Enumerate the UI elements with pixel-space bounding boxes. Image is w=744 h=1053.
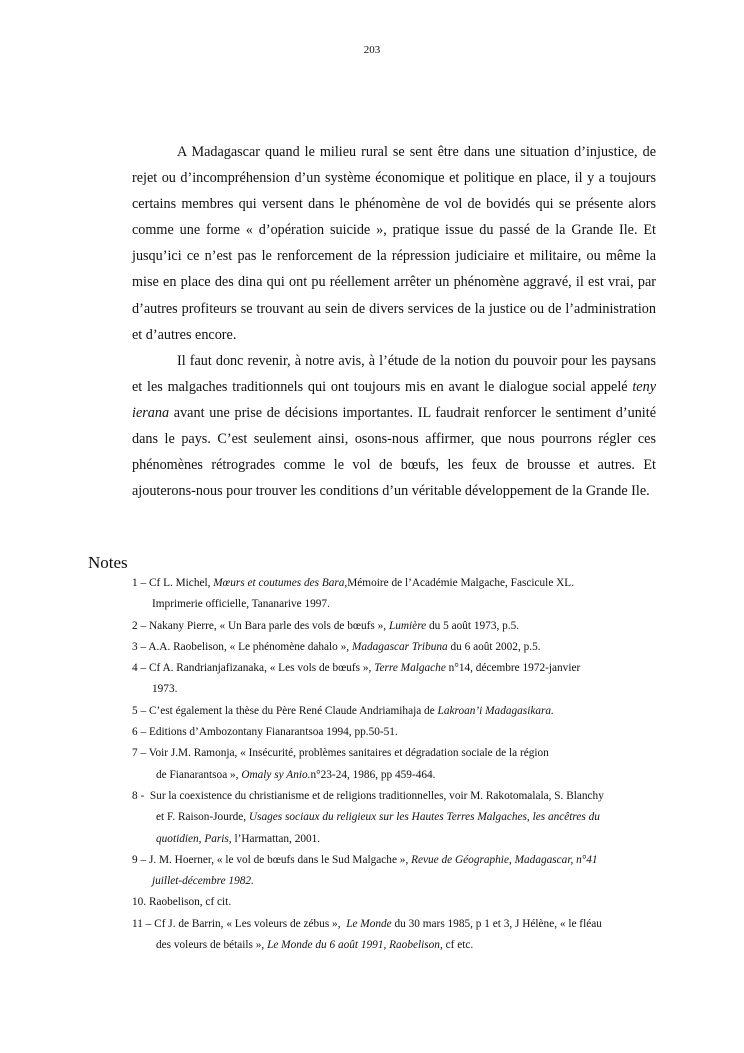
note-item: 1 – Cf L. Michel, Mœurs et coutumes des Bara,Mémoire de l’Académie Malgache, Fascicule XL. Imprimerie officielle, Tananarive 1997. xyxy=(132,577,575,611)
note-item: 5 – C’est également la thèse du Père René Claude Andriamihaja de Lakroan’i Madagasikara. xyxy=(132,704,554,717)
note-item: 3 – A.A. Raobelison, « Le phénomène dahalo », Madagascar Tribuna du 6 août 2002, p.5. xyxy=(132,640,541,653)
notes-heading: Notes xyxy=(88,553,128,572)
page-number: 203 xyxy=(363,44,381,56)
note-item: 11 – Cf J. de Barrin, « Les voleurs de zébus », Le Monde du 30 mars 1985, p 1 et 3, J Hélène, « le fléau des voleurs de bétails », Le Monde du 6 août 1991, Raobelison, cf etc. xyxy=(132,917,602,952)
notes-list xyxy=(132,573,672,956)
paragraph: A Madagascar quand le milieu rural se sent être dans une situation d’injustice, de rejet ou d’incompréhension d’un système économique et politique en place, il y a toujours certains membres qui versent dans le phénomène de vol de bovidés qui se présente alors comme une forme « d’opération suicide », pratique issue du passé de la Grande Ile. Et jusqu’ici ce n’est pas le renforcement de la répression judiciaire et militaire, ou même la mise en place des dina qui ont pu réellement arrêter un phénomène aggravé, il est vrai, par d’autres profiteurs se trouvant au sein de divers services de la justice ou de l’administration et d’autres encore. xyxy=(132,144,656,343)
note-item: 9 – J. M. Hoerner, « le vol de bœufs dans le Sud Malgache », Revue de Géographie, Madagascar, n°41 juillet-décembre 1982. xyxy=(132,853,598,888)
paragraph: Il faut donc revenir, à notre avis, à l’étude de la notion du pouvoir pour les paysans et les malgaches traditionnels qui ont toujours mis en avant le dialogue social appelé teny ierana avant une prise de décisions importantes. IL faudrait renforcer le sentiment d’unité dans le pays. C’est seulement ainsi, osons-nous affirmer, que nous pourrons régler ces phénomènes rétrogrades comme le vol de bœufs, les feux de brousse et autres. Et ajouterons-nous pour trouver les conditions d’un véritable développement de la Grande Ile. xyxy=(132,352,656,500)
body-text xyxy=(132,139,656,504)
note-item: 2 – Nakany Pierre, « Un Bara parle des vols de bœufs », Lumière du 5 août 1973, p.5. xyxy=(132,619,520,632)
note-item: 4 – Cf A. Randrianjafizanaka, « Les vols de bœufs », Terre Malgache n°14, décembre 1972-janvier 1973. xyxy=(132,662,581,696)
note-item: 8 - Sur la coexistence du christianisme et de religions traditionnelles, voir M. Rakotomalala, S. Blanchy et F. Raison-Jourde, Usages sociaux du religieux sur les Hautes Terres Malgaches, les ancêtres du quotidien, Paris, l’Harmattan, 2001. xyxy=(132,789,604,845)
note-item: 10. Raobelison, cf cit. xyxy=(132,896,232,909)
italic-term: teny ierana xyxy=(132,378,656,421)
note-item: 7 – Voir J.M. Ramonja, « Insécurité, problèmes sanitaires et dégradation sociale de la région de Fianarantsoa », Omaly sy Anio.n°23-24, 1986, pp 459-464. xyxy=(132,747,549,781)
note-item: 6 – Editions d’Ambozontany Fianarantsoa 1994, pp.50-51. xyxy=(132,726,398,739)
